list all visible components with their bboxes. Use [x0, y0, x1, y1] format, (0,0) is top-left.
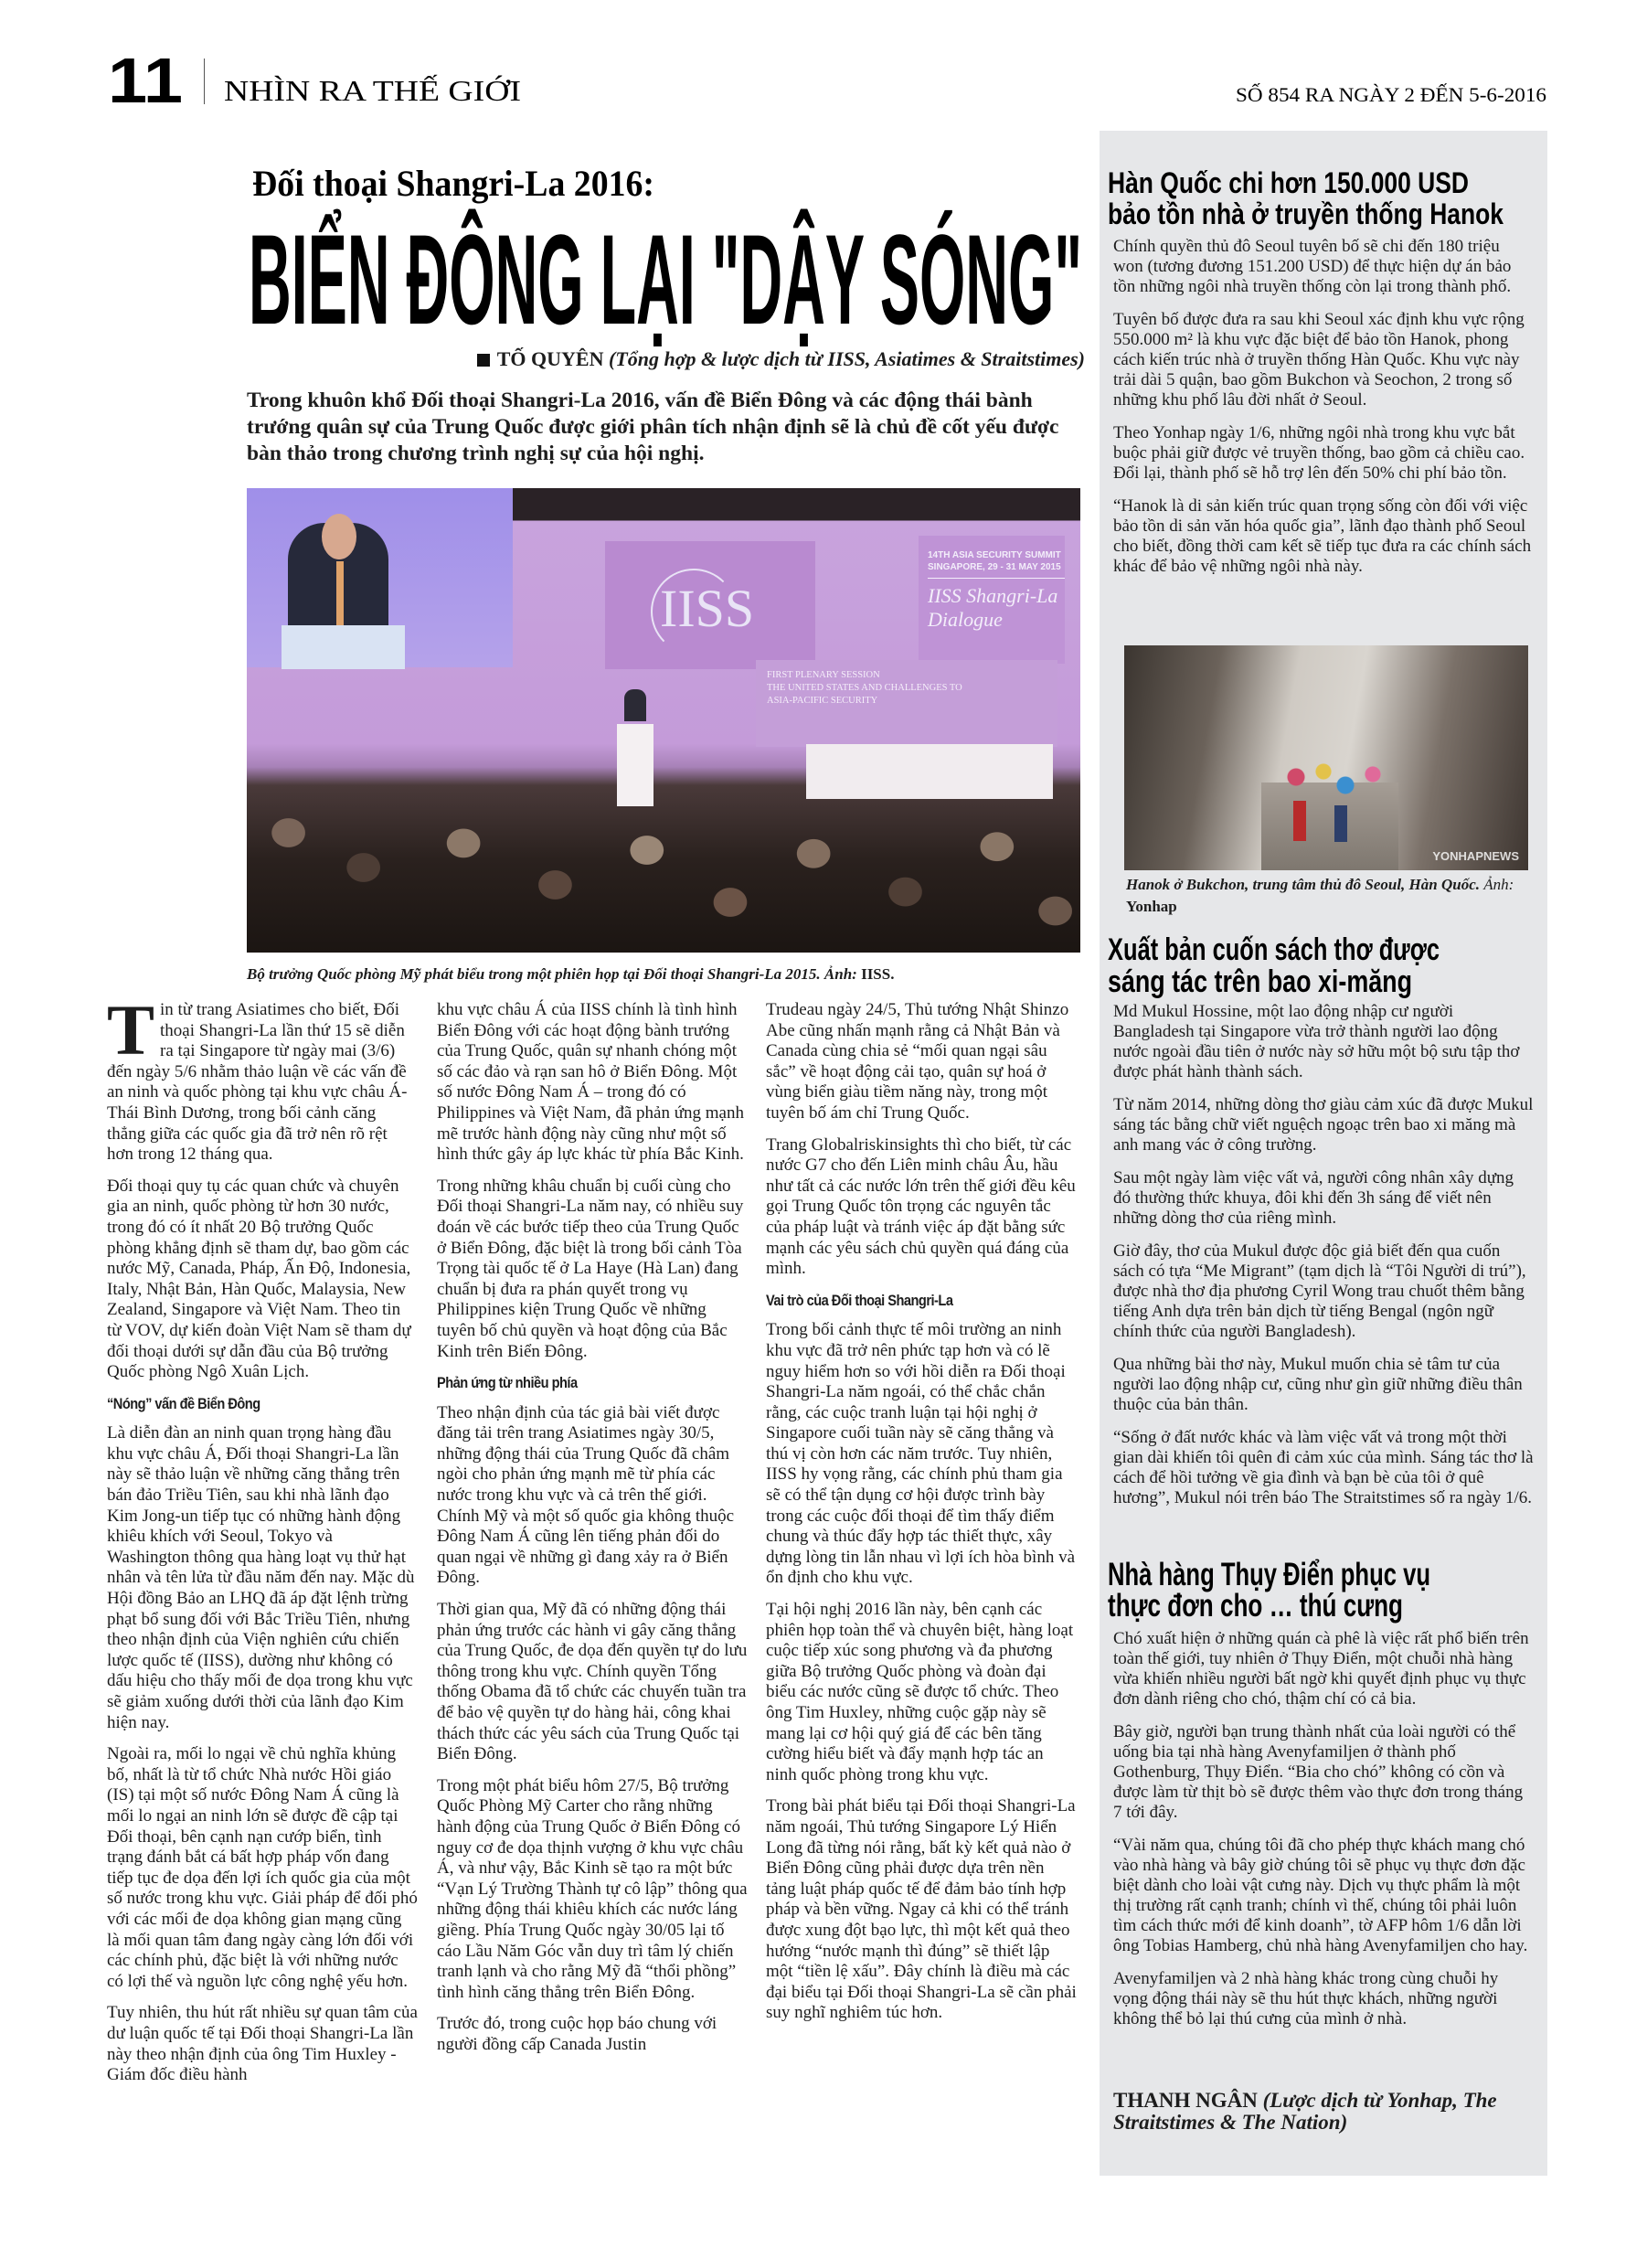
paragraph: Thời gian qua, Mỹ đã có những động thái phản ứng trước các hành vi gây căng thẳng của Trung Quốc, đe dọa đến quyền tự do lưu thông trong khu vực. Chính quyền Tổng thống Obama đã tổ chức các chuyến tuần tra để bảo vệ quyền tự do hàng hải, công khai thách thức các yêu sách của Trung Quốc tại Biển Đông.	[437, 1600, 748, 1764]
paragraph: “Sống ở đất nước khác và làm việc vất vả trong một thời gian dài khiến tôi quên đi cảm xúc của mình. Sáng tác thơ là cách để hồi tưởng về gia đình và bạn bè của tôi ở quê hương”, Mukul nói trên báo The Straitstimes số ra ngày 1/6.	[1113, 1428, 1534, 1507]
paragraph: Theo nhận định của tác giả bài viết được đăng tải trên trang Asiatimes ngày 30/5, những động thái của Trung Quốc đã châm ngòi cho phản ứng mạnh mẽ từ phía các nước trong khu vực và cả trên thế giới. Chính Mỹ và một số quốc gia không thuộc Đông Nam Á cũng lên tiếng phản đối do quan ngại về những gì đang xảy ra ở Biển Đông.	[437, 1402, 735, 1588]
paragraph: Chó xuất hiện ở những quán cà phê là việc rất phổ biến trên toàn thế giới, tuy nhiên ở Thụy Điển, một chuỗi nhà hàng vừa khiến nhiều người bất ngờ khi quyết định phục vụ thực đơn dành riêng cho chó, thậm chí có cả bia.	[1113, 1629, 1529, 1709]
paragraph: Trong một phát biểu hôm 27/5, Bộ trưởng Quốc Phòng Mỹ Carter cho rằng những hành động của Trung Quốc ở Biển Đông có nguy cơ đe dọa thịnh vượng ở khu vực châu Á, và như vậy, Bắc Kinh sẽ tạo ra một bức “Vạn Lý Trường Thành tự cô lập” thông qua những động thái khiêu khích các nước láng giềng. Phía Trung Quốc ngày 30/05 lại tố cáo Lầu Năm Góc vẫn duy trì tâm lý chiến tranh lạnh và cho rằng Mỹ đã “thổi phồng” tình hình căng thẳng trên Biển Đông.	[437, 1775, 748, 2002]
paragraph: Theo Yonhap ngày 1/6, những ngôi nhà trong khu vực bắt buộc phải giữ được vẻ truyền thống, bao gồm cả chiều cao. Đổi lại, thành phố sẽ hỗ trợ lên đến 50% chi phí bảo tồn.	[1113, 423, 1525, 483]
audience	[247, 781, 1080, 954]
hanok-caption	[1126, 874, 1528, 918]
signoff-author: THANH NGÂN	[1113, 2089, 1258, 2112]
paragraph: Chính quyền thủ đô Seoul tuyên bố sẽ chi đến 180 triệu won (tương đương 151.200 USD) để thực hiện dự án bảo tồn những ngôi nhà truyền thống còn lại trong thành phố.	[1113, 237, 1512, 296]
sidebar-story3-title	[1108, 1557, 1528, 1623]
page-number-text: 11	[108, 45, 183, 116]
paragraph: khu vực châu Á của IISS chính là tình hình Biển Đông với các hoạt động bành trướng của Trung Quốc, quân sự nhanh chóng một số các đảo và rạn san hô ở Biển Đông. Một số nước Đông Nam Á – trong đó có Philippines và Việt Nam, đã phản ứng mạnh mẽ trước hành động này cũng như một số hình thức gây áp lực khác từ phía Bắc Kinh.	[437, 1000, 744, 1165]
article-kicker-text: Đối thoại Shangri-La 2016:	[252, 163, 654, 204]
paragraph: Đối thoại quy tụ các quan chức và chuyên gia an ninh, quốc phòng từ hơn 30 nước, trong đó có ít nhất 20 Bộ trưởng Quốc phòng khẳng định sẽ tham dự, bao gồm các nước Mỹ, Canada, Pháp, Ấn Độ, Indonesia, Italy, Nhật Bản, Hàn Quốc, Malaysia, New Zealand, Singapore và Việt Nam. Theo tin từ VOV, dự kiến đoàn Việt Nam sẽ tham dự đối thoại dưới sự dẫn đầu của Bộ trưởng Quốc phòng Ngô Xuân Lịch.	[107, 1176, 411, 1382]
panel-title-2: Dialogue	[928, 608, 1003, 631]
paragraph: Bây giờ, người bạn trung thành nhất của loài người có thể uống bia tại nhà hàng Avenyfamiljen ở thành phố Gothenburg, Thụy Điển. “Bia cho chó” không có cồn và được làm từ thịt bò sẽ được thêm vào thực đơn trong tháng 7 tới đây.	[1113, 1722, 1524, 1822]
paragraph: Ngoài ra, mối lo ngại về chủ nghĩa khủng bố, nhất là từ tổ chức Nhà nước Hồi giáo (IS) tại một số nước Đông Nam Á cũng là mối lo ngại an ninh lớn sẽ được đề cập tại Đối thoại, bên cạnh nạn cướp biển, tình trạng đánh bắt cá bất hợp pháp vốn đang tiếp tục đe dọa đến lợi ích quốc gia của một số nước trong khu vực. Giải pháp để đối phó với các mối đe dọa không gian mạng cũng là mối quan tâm đang ngày càng lớn đối với các chính phủ, đặc biệt là với những nước có lợi thế và nguồn lực công nghệ yếu hơn.	[107, 1744, 418, 1991]
title-line: bảo tồn nhà ở truyền thống Hanok	[1108, 197, 1504, 230]
paragraph: Sau một ngày làm việc vất vả, người công nhân xây dựng đó thường thức khuya, đôi khi đến 3h sáng để viết nên những dòng thơ của riêng mình.	[1113, 1168, 1514, 1228]
issue-info	[1236, 80, 1551, 108]
article-lead: Trong khuôn khổ Đối thoại Shangri-La 2016, vấn đề Biển Đông và các động thái bành trướng quân sự của Trung Quốc được giới phân tích nhận định sẽ là chủ đề cốt yếu được bàn thảo trong chương trình nghị sự của hội nghị.	[247, 389, 1059, 465]
panel-date-text: SINGAPORE, 29 - 31 MAY 2015	[928, 562, 1065, 579]
article-byline	[274, 347, 1085, 371]
byline-source: (Tổng hợp & lược dịch từ IISS, Asiatimes & Straitstimes)	[608, 347, 1085, 370]
article-column-2	[437, 1000, 748, 2067]
session-panel	[756, 660, 1057, 747]
hanok-credit: Yonhap	[1126, 898, 1177, 915]
hanok-credit-label: Ảnh:	[1483, 876, 1514, 893]
panel-title-1: IISS Shangri-La	[928, 584, 1058, 607]
subheading: Vai trò của Đối thoại Shangri-La	[766, 1291, 953, 1309]
photo-credit-label: Ảnh:	[824, 965, 857, 983]
article-kicker	[252, 161, 664, 203]
article-title	[249, 203, 1089, 351]
paragraph: Tại hội nghị 2016 lần này, bên cạnh các phiên họp toàn thể và chuyên biệt, hàng loạt cuộc tiếp xúc song phương và đa phương giữa Bộ trưởng Quốc phòng và đoàn đại biểu các nước cũng sẽ được tổ chức. Theo ông Tim Huxley, những cuộc gặp này sẽ mang lại cơ hội quý giá để các bên tăng cường hiểu biết và đẩy mạnh hợp tác an ninh quốc phòng trong khu vực.	[766, 1600, 1074, 1784]
paragraph: Qua những bài thơ này, Mukul muốn chia sẻ tâm tư của người lao động nhập cư, cũng như gìn giữ những điều thân thuộc của bản thân.	[1113, 1355, 1523, 1414]
yonhap-watermark: YONHAPNEWS	[1432, 849, 1519, 863]
paragraph: Tuy nhiên, thu hút rất nhiều sự quan tâm của dư luận quốc tế tại Đối thoại Shangri-La lần này theo nhận định của ông Tim Huxley - Giám đốc điều hành	[107, 2003, 418, 2085]
speaker	[624, 689, 646, 721]
signoff-source: (Lược dịch từ Yonhap, The Straitstimes & The Nation)	[1113, 2089, 1497, 2134]
photo-caption-text: Bộ trưởng Quốc phòng Mỹ phát biểu trong một phiên họp tại Đối thoại Shangri-La 2015.	[247, 965, 821, 983]
session-line-1: FIRST PLENARY SESSION	[767, 670, 880, 680]
header-divider	[204, 59, 205, 104]
photo-credit: IISS.	[861, 965, 895, 983]
subheading: Phản ứng từ nhiều phía	[437, 1374, 578, 1392]
issue-info-text: SỐ 854 RA NGÀY 2 ĐẾN 5-6-2016	[1236, 83, 1546, 106]
paragraph: Từ năm 2014, những dòng thơ giàu cảm xúc đã được Mukul sáng tác bằng chữ viết nguệch ngoạc trên bao xi măng mà anh mang vác ở công trường.	[1113, 1095, 1534, 1155]
subheading: “Nóng” vấn đề Biển Đông	[107, 1394, 260, 1412]
paragraph: Giờ đây, thơ của Mukul được độc giả biết đến qua cuốn sách có tựa “Me Migrant” (tạm dịch là “Tôi Người di trú”), được nhà thơ địa phương Cyril Wong trau chuốt thêm bằng tiếng Anh dựa trên bản dịch từ tiếng Bengal (ngôn ngữ chính thức của người Bangladesh).	[1113, 1241, 1526, 1341]
paragraph: “Vài năm qua, chúng tôi đã cho phép thực khách mang chó vào nhà hàng và bây giờ chúng tôi sẽ phục vụ thực đơn đặc biệt dành cho loài vật cưng này. Dịch vụ thực phẩm là một thị trường rất cạnh tranh; chính vì thế, chúng tôi phải luôn tìm cách thức mới để kinh doanh”, tờ AFP hôm 1/6 dẫn lời ông Tobias Hamberg, chủ nhà hàng Avenyfamiljen cho hay.	[1113, 1836, 1528, 1955]
hanok-photo	[1124, 645, 1528, 870]
paragraph: Trước đó, trong cuộc họp báo chung với người đồng cấp Canada Justin	[437, 2014, 717, 2054]
paragraph: Avenyfamiljen và 2 nhà hàng khác trong cùng chuỗi hy vọng động thái này sẽ thu hút thực khách, những người không thể bỏ lại thú cưng của mình ở nhà.	[1113, 1969, 1499, 2028]
sidebar-story2-body	[1113, 1002, 1534, 1521]
sidebar-story2-title	[1108, 932, 1528, 998]
paragraph: Trong bài phát biểu tại Đối thoại Shangri-La năm ngoái, Thủ tướng Singapore Lý Hiển Long đã từng nói rằng, bất kỳ kết quả nào ở Biển Đông cũng phải được dựa trên nền tảng luật pháp quốc tế để đảm bảo tính hợp pháp và bền vững. Ngay cả khi có thể tránh được xung đột bạo lực, thì một kết quả theo hướng “nước mạnh thì đúng” sẽ thiết lập một “tiền lệ xấu”. Đây chính là điều mà các đại biểu tại Đối thoại Shangri-La sẽ cần phải suy nghĩ nghiêm túc hơn.	[766, 1796, 1077, 2023]
video-screen	[247, 488, 513, 667]
paragraph: “Hanok là di sản kiến trúc quan trọng sống còn đối với việc bảo tồn di sản văn hóa quốc gia”, lãnh đạo thành phố Seoul cho biết, đồng thời cam kết sẽ tiếp tục đưa ra các chính sách khác để bảo vệ những ngôi nhà này.	[1113, 496, 1532, 576]
drop-cap: T	[107, 990, 155, 1070]
byline-square-icon	[477, 354, 490, 367]
session-line-2: THE UNITED STATES AND CHALLENGES TO	[767, 683, 962, 693]
byline-author: TỐ QUYÊN	[496, 347, 604, 370]
title-line: Xuất bản cuốn sách thơ được	[1108, 932, 1440, 967]
iiss-logo-text: IISS	[660, 579, 755, 638]
sidebar-story3-body	[1113, 1629, 1534, 2042]
iiss-banner	[605, 541, 815, 669]
section-title	[224, 73, 535, 110]
paragraph: Trong những khâu chuẩn bị cuối cùng cho Đối thoại Shangri-La năm nay, có nhiều suy đoán về các bước tiếp theo của Trung Quốc ở Biển Đông, đặc biệt là trong bối cảnh Tòa Trọng tài quốc tế ở La Haye (Hà Lan) đang chuẩn bị đưa ra phán quyết trong vụ Philippines kiện Trung Quốc về những tuyên bố chủ quyền và hoạt động của Bắc Kinh trên Biển Đông.	[437, 1176, 744, 1361]
summit-panel	[919, 536, 1065, 664]
panel-top-text: 14TH ASIA SECURITY SUMMIT	[928, 550, 1061, 560]
session-line-3: ASIA-PACIFIC SECURITY	[767, 696, 878, 706]
paragraph: Tuyên bố được đưa ra sau khi Seoul xác định khu vực rộng 550.000 m² là khu vực đặc biệt để bảo tồn Hanok, phong cách kiến trúc nhà ở truyền thống Hàn Quốc. Khu vực này trải dài 5 quận, bao gồm Bukchon và Seochon, 2 trong số những khu phố lâu đời nhất ở Seoul.	[1113, 310, 1525, 410]
section-title-text: NHÌN RA THẾ GIỚI	[224, 74, 521, 107]
paragraph: Md Mukul Hossine, một lao động nhập cư người Bangladesh tại Singapore vừa trở thành người lao động nước ngoài đầu tiên ở nước này sở hữu một bộ sưu tập thơ được phát hành thành sách.	[1113, 1002, 1520, 1081]
title-line: Hàn Quốc chi hơn 150.000 USD	[1108, 166, 1469, 199]
page-number	[108, 45, 190, 116]
title-line: thực đơn cho … thú cưng	[1108, 1588, 1403, 1624]
article-column-1	[107, 990, 418, 2097]
title-line: sáng tác trên bao xi-măng	[1108, 964, 1412, 999]
sidebar-story1-title	[1108, 166, 1528, 230]
conference-photo	[247, 488, 1080, 953]
title-line: Nhà hàng Thụy Điển phục vụ	[1108, 1557, 1430, 1592]
paragraph: Là diễn đàn an ninh quan trọng hàng đầu khu vực châu Á, Đối thoại Shangri-La lần này sẽ thảo luận về những căng thẳng trên bán đảo Triều Tiên, sau khi nhà lãnh đạo Kim Jong-un tiếp tục có những hành động khiêu khích với Seoul, Tokyo và Washington thông qua hàng loạt vụ thử hạt nhân và tên lửa từ đầu năm đến nay. Mặc dù Hội đồng Bảo an LHQ đã áp đặt lệnh trừng phạt bổ sung đối với Bắc Triều Tiên, nhưng theo nhận định của Viện nghiên cứu chiến lược quốc tế (IISS), dường như không có dấu hiệu cho thấy mối đe dọa trong khu vực sẽ giảm xuống dưới thời của lãnh đạo Kim hiện nay.	[107, 1423, 415, 1732]
article-column-3	[766, 1000, 1077, 2035]
paragraph-text: in từ trang Asiatimes cho biết, Đối thoại Shangri-La lần thứ 15 sẽ diễn ra tại Singapore từ ngày mai (3/6) đến ngày 5/6 nhằm thảo luận về các vấn đề an ninh và quốc phòng tại khu vực châu Á-Thái Bình Dương, trong bối cảnh căng thẳng giữa các quốc gia đã trở nên rõ rệt hơn trong 12 tháng qua.	[107, 1000, 408, 1165]
paragraph: Trudeau ngày 24/5, Thủ tướng Nhật Shinzo Abe cũng nhấn mạnh rằng cả Nhật Bản và Canada cùng chia sẻ “mối quan ngại sâu sắc” về hoạt động cải tạo, quân sự hoá ở vùng biển giàu tiềm năng này, trong một tuyên bố ám chỉ Trung Quốc.	[766, 1000, 1069, 1123]
hanok-caption-text: Hanok ở Bukchon, trung tâm thủ đô Seoul, Hàn Quốc.	[1126, 876, 1481, 893]
photo-caption	[247, 965, 894, 984]
sidebar-signoff	[1113, 2090, 1535, 2134]
sidebar-story1-body	[1113, 237, 1534, 590]
paragraph	[107, 990, 418, 1166]
paragraph: Trong bối cảnh thực tế môi trường an ninh khu vực đã trở nên phức tạp hơn và có lẽ nguy hiểm hơn so với hồi diễn ra Đối thoại Shangri-La năm ngoái, có thể chắc chắn rằng, các cuộc tranh luận tại hội nghị ở Singapore cuối tuần này sẽ căng thẳng và thú vị còn hơn các năm trước. Tuy nhiên, IISS hy vọng rằng, các chính phủ tham gia sẽ có thể tận dụng cơ hội được trình bày trong các cuộc đối thoại để tìm thấy điểm chung và thúc đẩy hợp tác thiết thực, xây dựng lòng tin lẫn nhau vì lợi ích hòa bình và ổn định cho khu vực.	[766, 1320, 1076, 1588]
article-title-text: BIỂN ĐÔNG LẠI "DẬY SÓNG"	[249, 208, 1082, 351]
paragraph: Trang Globalriskinsights thì cho biết, từ các nước G7 cho đến Liên minh châu Âu, hầu như tất cả các nước lớn trên thế giới đều kêu gọi Trung Quốc tôn trọng các nguyên tắc của pháp luật và tránh việc áp đặt bằng sức mạnh các yêu sách chủ quyền quá đáng của mình.	[766, 1134, 1076, 1279]
